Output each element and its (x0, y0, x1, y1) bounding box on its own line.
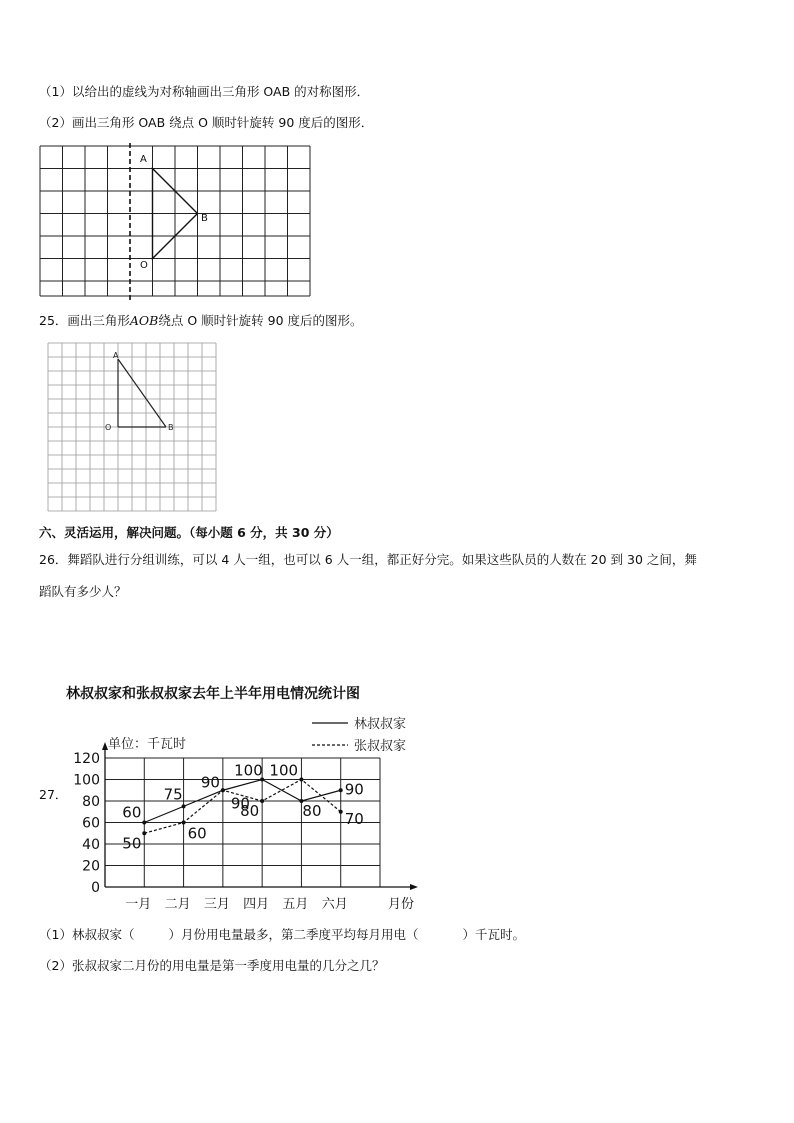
legend-label-lin: 林叔叔家 (354, 717, 407, 732)
data-point (142, 821, 146, 825)
q25-math: AOB (129, 313, 159, 328)
q24-part2: （2）画出三角形 OAB 绕点 O 顺时针旋转 90 度后的图形． (39, 115, 374, 130)
data-label-lin: 90 (344, 780, 364, 799)
data-point (299, 778, 303, 782)
data-label-zhang: 70 (344, 809, 364, 828)
q27-sub1-c: ）千瓦时。 (462, 927, 525, 942)
label-a: A (113, 351, 119, 360)
q24-part1: （1）以给出的虚线为对称轴画出三角形 OAB 的对称图形． (39, 84, 370, 99)
data-label-lin: 80 (302, 802, 322, 820)
data-label-lin: 75 (163, 785, 183, 804)
q27-number: 27． (39, 787, 68, 802)
label-a: A (140, 154, 147, 165)
data-label-zhang: 90 (230, 794, 250, 813)
q25-question (39, 313, 363, 329)
q25-grid-figure (46, 341, 220, 515)
data-point (182, 804, 186, 808)
data-point (182, 821, 186, 825)
plot-area (73, 742, 418, 912)
label-o: O (105, 423, 112, 432)
x-tick-label: 四月 (243, 897, 270, 912)
label-o: O (140, 260, 148, 271)
data-label-lin: 60 (122, 803, 142, 822)
x-axis-arrow (410, 884, 418, 890)
y-tick-label: 120 (73, 751, 100, 767)
q24-grid-lines (40, 146, 310, 296)
y-tick-label: 40 (82, 837, 100, 853)
q27-sub1-a: （1）林叔叔家（ (39, 927, 135, 942)
q27-sub1-b: ）月份用电量最多，第二季度平均每月用电（ (168, 927, 419, 942)
data-point (339, 810, 343, 814)
q24-grid-figure (38, 143, 316, 301)
y-tick-label: 60 (82, 815, 100, 832)
x-tick-label: 二月 (164, 897, 191, 912)
label-b: B (168, 423, 174, 432)
section-heading: 六、灵活运用，解决问题。（每小题 6 分，共 30 分） (39, 525, 339, 540)
x-tick-label: 五月 (282, 897, 309, 912)
data-label-zhang: 50 (122, 834, 142, 853)
legend-label-zhang: 张叔叔家 (354, 739, 407, 754)
data-point (221, 788, 225, 792)
data-label-zhang: 60 (187, 824, 207, 843)
y-tick-label: 20 (82, 858, 100, 875)
q26-line1: 26．舞蹈队进行分组训练，可以 4 人一组，也可以 6 人一组，都正好分完。如果这些队员的人数在 20 到 30 之间，舞 (39, 552, 697, 567)
data-label-zhang: 80 (240, 802, 260, 820)
data-point (260, 799, 264, 803)
q25-number: 25．画出三角形 (39, 313, 130, 328)
data-point (142, 831, 146, 835)
x-tick-label: 六月 (321, 897, 348, 912)
y-tick-label: 0 (91, 880, 100, 896)
q26-line2: 蹈队有多少人？ (39, 584, 127, 599)
q27-sub1 (39, 927, 525, 943)
x-axis-label: 月份 (388, 897, 415, 912)
data-label-lin: 100 (234, 761, 263, 780)
data-point (339, 788, 343, 792)
data-label-lin: 90 (200, 773, 220, 792)
y-tick-label: 80 (82, 794, 100, 810)
q27-sub2: （2）张叔叔家二月份的用电量是第一季度用电量的几分之几？ (39, 958, 385, 973)
x-tick-label: 一月 (125, 897, 152, 912)
electricity-line-chart (60, 680, 440, 915)
label-b: B (201, 213, 208, 224)
x-tick-label: 三月 (203, 897, 230, 912)
chart-unit-label: 单位：千瓦时 (108, 737, 187, 752)
triangle-aob (118, 359, 166, 427)
y-tick-label: 100 (73, 772, 100, 789)
data-label-zhang: 100 (269, 761, 299, 780)
chart-title: 林叔叔家和张叔叔家去年上半年用电情况统计图 (66, 686, 360, 702)
q25-rest: 绕点 O 顺时针旋转 90 度后的图形。 (158, 313, 363, 328)
